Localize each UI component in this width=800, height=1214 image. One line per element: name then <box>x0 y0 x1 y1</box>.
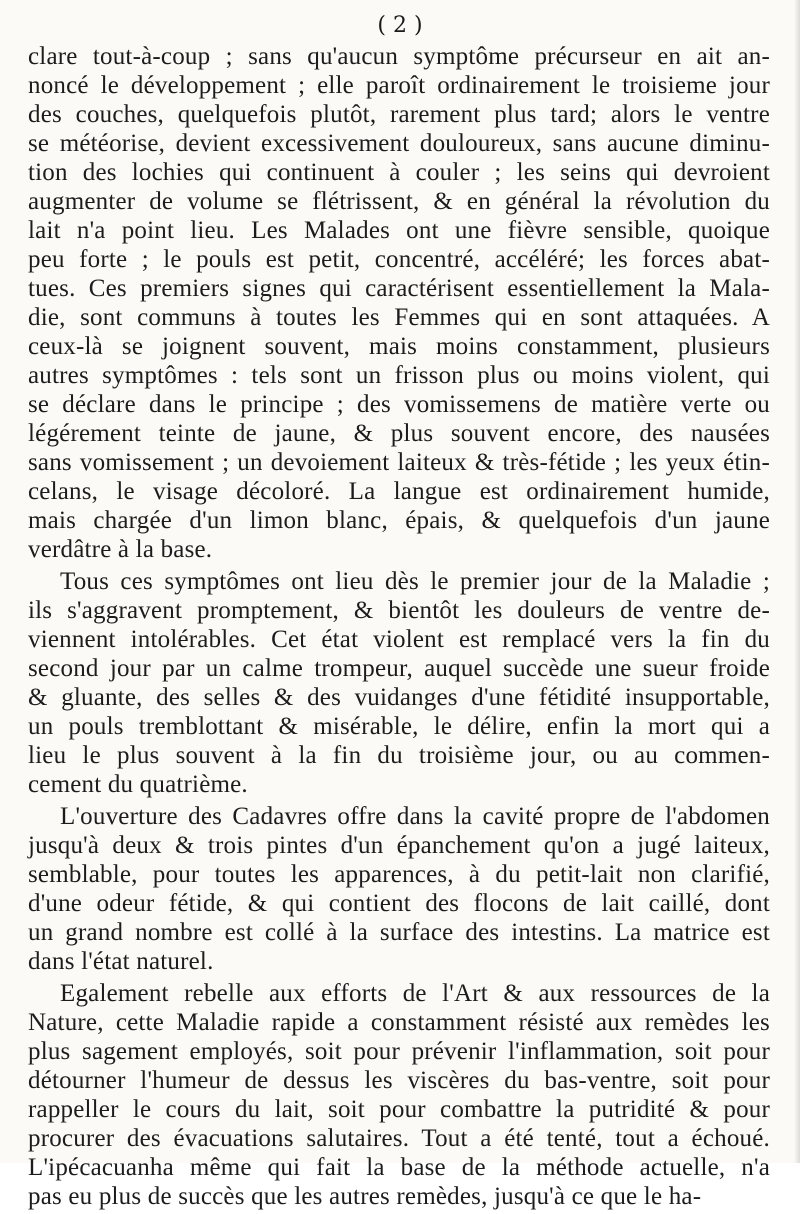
text-line: des couches, quelquefois plutôt, rarement plus tard; alors le ventre <box>28 101 770 128</box>
text-line: Nature, cette Maladie rapide a constamment résisté aux remèdes les <box>28 1009 770 1036</box>
text-line: die, sont communs à toutes les Femmes qui en sont attaquées. A <box>28 304 770 331</box>
text-line: jusqu'à deux & trois pintes d'un épanchement qu'on a jugé laiteux, <box>28 832 770 859</box>
text-line: lieu le plus souvent à la fin du troisième jour, ou au commen- <box>28 742 770 769</box>
text-line: dans l'état naturel. <box>28 948 214 975</box>
paragraph <box>28 979 770 1211</box>
body-text <box>28 42 770 1214</box>
text-line: ceux-là se joignent souvent, mais moins constamment, plusieurs <box>28 333 770 360</box>
paragraph <box>28 567 770 799</box>
text-line: se météorise, devient excessivement douloureux, sans aucune diminu- <box>28 130 770 157</box>
text-line: semblable, pour toutes les apparences, à du petit-lait non clarifié, <box>28 861 770 888</box>
text-line: clare tout-à-coup ; sans qu'aucun symptôme précurseur en ait an- <box>28 43 770 70</box>
text-line: ils s'aggravent promptement, & bientôt les douleurs de ventre de- <box>28 597 770 624</box>
text-line: un grand nombre est collé à la surface des intestins. La matrice est <box>28 919 770 946</box>
text-line: tues. Ces premiers signes qui caractérisent essentiellement la Mala- <box>28 275 770 302</box>
text-line: d'une odeur fétide, & qui contient des flocons de lait caillé, dont <box>28 890 770 917</box>
text-line: rappeller le cours du lait, soit pour combattre la putridité & pour <box>28 1096 770 1123</box>
paragraph <box>28 42 770 564</box>
text-line: viennent intolérables. Cet état violent est remplacé vers la fin du <box>28 626 770 653</box>
text-line: cement du quatrième. <box>28 771 248 798</box>
text-line: procurer des évacuations salutaires. Tout a été tenté, tout a échoué. <box>28 1125 770 1152</box>
text-line: second jour par un calme trompeur, auquel succède une sueur froide <box>28 655 770 682</box>
text-line: celans, le visage décoloré. La langue est ordinairement humide, <box>28 478 770 505</box>
text-line: pas eu plus de succès que les autres remèdes, jusqu'à ce que le ha- <box>28 1183 702 1210</box>
text-line: se déclare dans le principe ; des vomissemens de matière verte ou <box>28 391 770 418</box>
paragraph <box>28 802 770 976</box>
text-line: sans vomissement ; un devoiement laiteux & très-fétide ; les yeux étin- <box>28 449 770 476</box>
text-line: L'ouverture des Cadavres offre dans la cavité propre de l'abdomen <box>60 803 770 830</box>
text-line: détourner l'humeur de dessus les viscères du bas-ventre, soit pour <box>28 1067 770 1094</box>
text-line: mais chargée d'un limon blanc, épais, & quelquefois d'un jaune <box>28 507 770 534</box>
text-line: L'ipécacuanha même qui fait la base de la méthode actuelle, n'a <box>28 1154 770 1181</box>
text-line: tion des lochies qui continuent à couler ; les seins qui devroient <box>28 159 770 186</box>
text-line: peu forte ; le pouls est petit, concentré, accéléré; les forces abat- <box>28 246 770 273</box>
text-line: noncé le développement ; elle paroît ordinairement le troisieme jour <box>28 72 770 99</box>
text-line: Tous ces symptômes ont lieu dès le premier jour de la Maladie ; <box>60 568 770 595</box>
text-line: légérement teinte de jaune, & plus souvent encore, des nausées <box>28 420 770 447</box>
text-line: augmenter de volume se flétrissent, & en général la révolution du <box>28 188 770 215</box>
text-line: Egalement rebelle aux efforts de l'Art & aux ressources de la <box>60 980 770 1007</box>
text-line: plus sagement employés, soit pour prévenir l'inflammation, soit pour <box>28 1038 770 1065</box>
text-line: lait n'a point lieu. Les Malades ont une fièvre sensible, quoique <box>28 217 770 244</box>
text-line: un pouls tremblottant & misérable, le délire, enfin la mort qui a <box>28 713 770 740</box>
text-line: autres symptômes : tels sont un frisson plus ou moins violent, qui <box>28 362 770 389</box>
text-line: verdâtre à la base. <box>28 536 213 563</box>
text-line: & gluante, des selles & des vuidanges d'une fétidité insupportable, <box>28 684 770 711</box>
page-number: ( 2 ) <box>377 13 423 38</box>
